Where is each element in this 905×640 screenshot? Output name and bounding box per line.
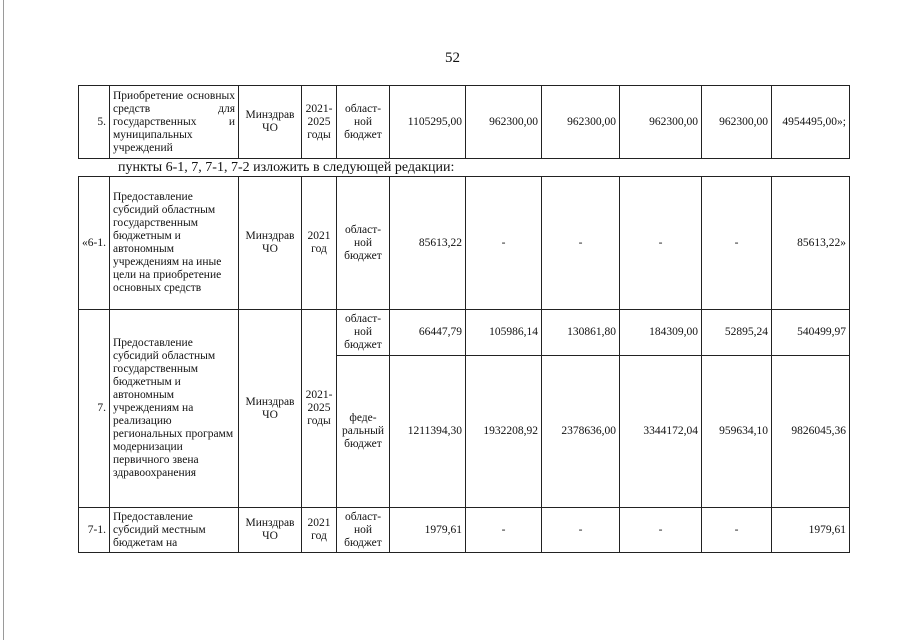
measure-name: Предоставление субсидий местным бюджетам на xyxy=(110,508,239,553)
measure-name: Предоставление субсидий областным государственным бюджетным и автономным учреждениям на иные цели на приобретение основных средств xyxy=(110,177,239,310)
row-number: 7-1. xyxy=(79,508,110,553)
value-cell: 52895,24 xyxy=(702,310,772,356)
value-cell: 1979,61 xyxy=(772,508,850,553)
value-cell: 130861,80 xyxy=(542,310,620,356)
table-row xyxy=(79,508,850,553)
executor: Минздрав ЧО xyxy=(239,508,302,553)
page-left-edge xyxy=(3,0,4,640)
value-cell: - xyxy=(466,508,542,553)
value-cell: 959634,10 xyxy=(702,356,772,508)
value-cell: 962300,00 xyxy=(466,86,542,159)
page-number: 52 xyxy=(445,50,460,66)
funding-source: феде-ральный бюджет xyxy=(337,356,390,508)
value-cell: 105986,14 xyxy=(466,310,542,356)
value-cell: 962300,00 xyxy=(542,86,620,159)
value-cell: - xyxy=(620,508,702,553)
value-cell: - xyxy=(466,177,542,310)
funding-source: област-ной бюджет xyxy=(337,310,390,356)
executor: Минздрав ЧО xyxy=(239,310,302,508)
value-cell: 2378636,00 xyxy=(542,356,620,508)
value-cell: 540499,97 xyxy=(772,310,850,356)
value-cell: 1211394,30 xyxy=(390,356,466,508)
budget-table-new xyxy=(78,176,850,553)
table-row xyxy=(79,86,850,159)
value-cell: 962300,00 xyxy=(702,86,772,159)
budget-table-previous xyxy=(78,85,850,159)
value-cell: 85613,22 xyxy=(390,177,466,310)
value-cell: - xyxy=(702,508,772,553)
value-cell: 184309,00 xyxy=(620,310,702,356)
term: 2021 год xyxy=(302,508,337,553)
table-row xyxy=(79,177,850,310)
value-cell: 1932208,92 xyxy=(466,356,542,508)
table-row xyxy=(79,310,850,356)
value-cell: 66447,79 xyxy=(390,310,466,356)
executor: Минздрав ЧО xyxy=(239,86,302,159)
value-cell: 1979,61 xyxy=(390,508,466,553)
transition-text: пункты 6-1, 7, 7-1, 7-2 изложить в следующей редакции: xyxy=(118,160,455,175)
term: 2021 год xyxy=(302,177,337,310)
measure-name: Предоставление субсидий областным государственным бюджетным и автономным учреждениям на реализацию региональных программ модернизации первичного звена здравоохранения xyxy=(110,310,239,508)
executor: Минздрав ЧО xyxy=(239,177,302,310)
funding-source: област-ной бюджет xyxy=(337,86,390,159)
row-number: «6-1. xyxy=(79,177,110,310)
term: 2021-2025 годы xyxy=(302,310,337,508)
funding-source: област-ной бюджет xyxy=(337,508,390,553)
row-number: 5. xyxy=(79,86,110,159)
row-number: 7. xyxy=(79,310,110,508)
value-cell: 85613,22» xyxy=(772,177,850,310)
value-cell: 962300,00 xyxy=(620,86,702,159)
term: 2021-2025 годы xyxy=(302,86,337,159)
value-cell: - xyxy=(542,508,620,553)
value-cell: 4954495,00»; xyxy=(772,86,850,159)
measure-name: Приобретение основных средств для государственных и муниципальных учреждений xyxy=(110,86,239,159)
value-cell: - xyxy=(542,177,620,310)
value-cell: 1105295,00 xyxy=(390,86,466,159)
funding-source: област-ной бюджет xyxy=(337,177,390,310)
value-cell: 9826045,36 xyxy=(772,356,850,508)
value-cell: - xyxy=(620,177,702,310)
value-cell: 3344172,04 xyxy=(620,356,702,508)
value-cell: - xyxy=(702,177,772,310)
